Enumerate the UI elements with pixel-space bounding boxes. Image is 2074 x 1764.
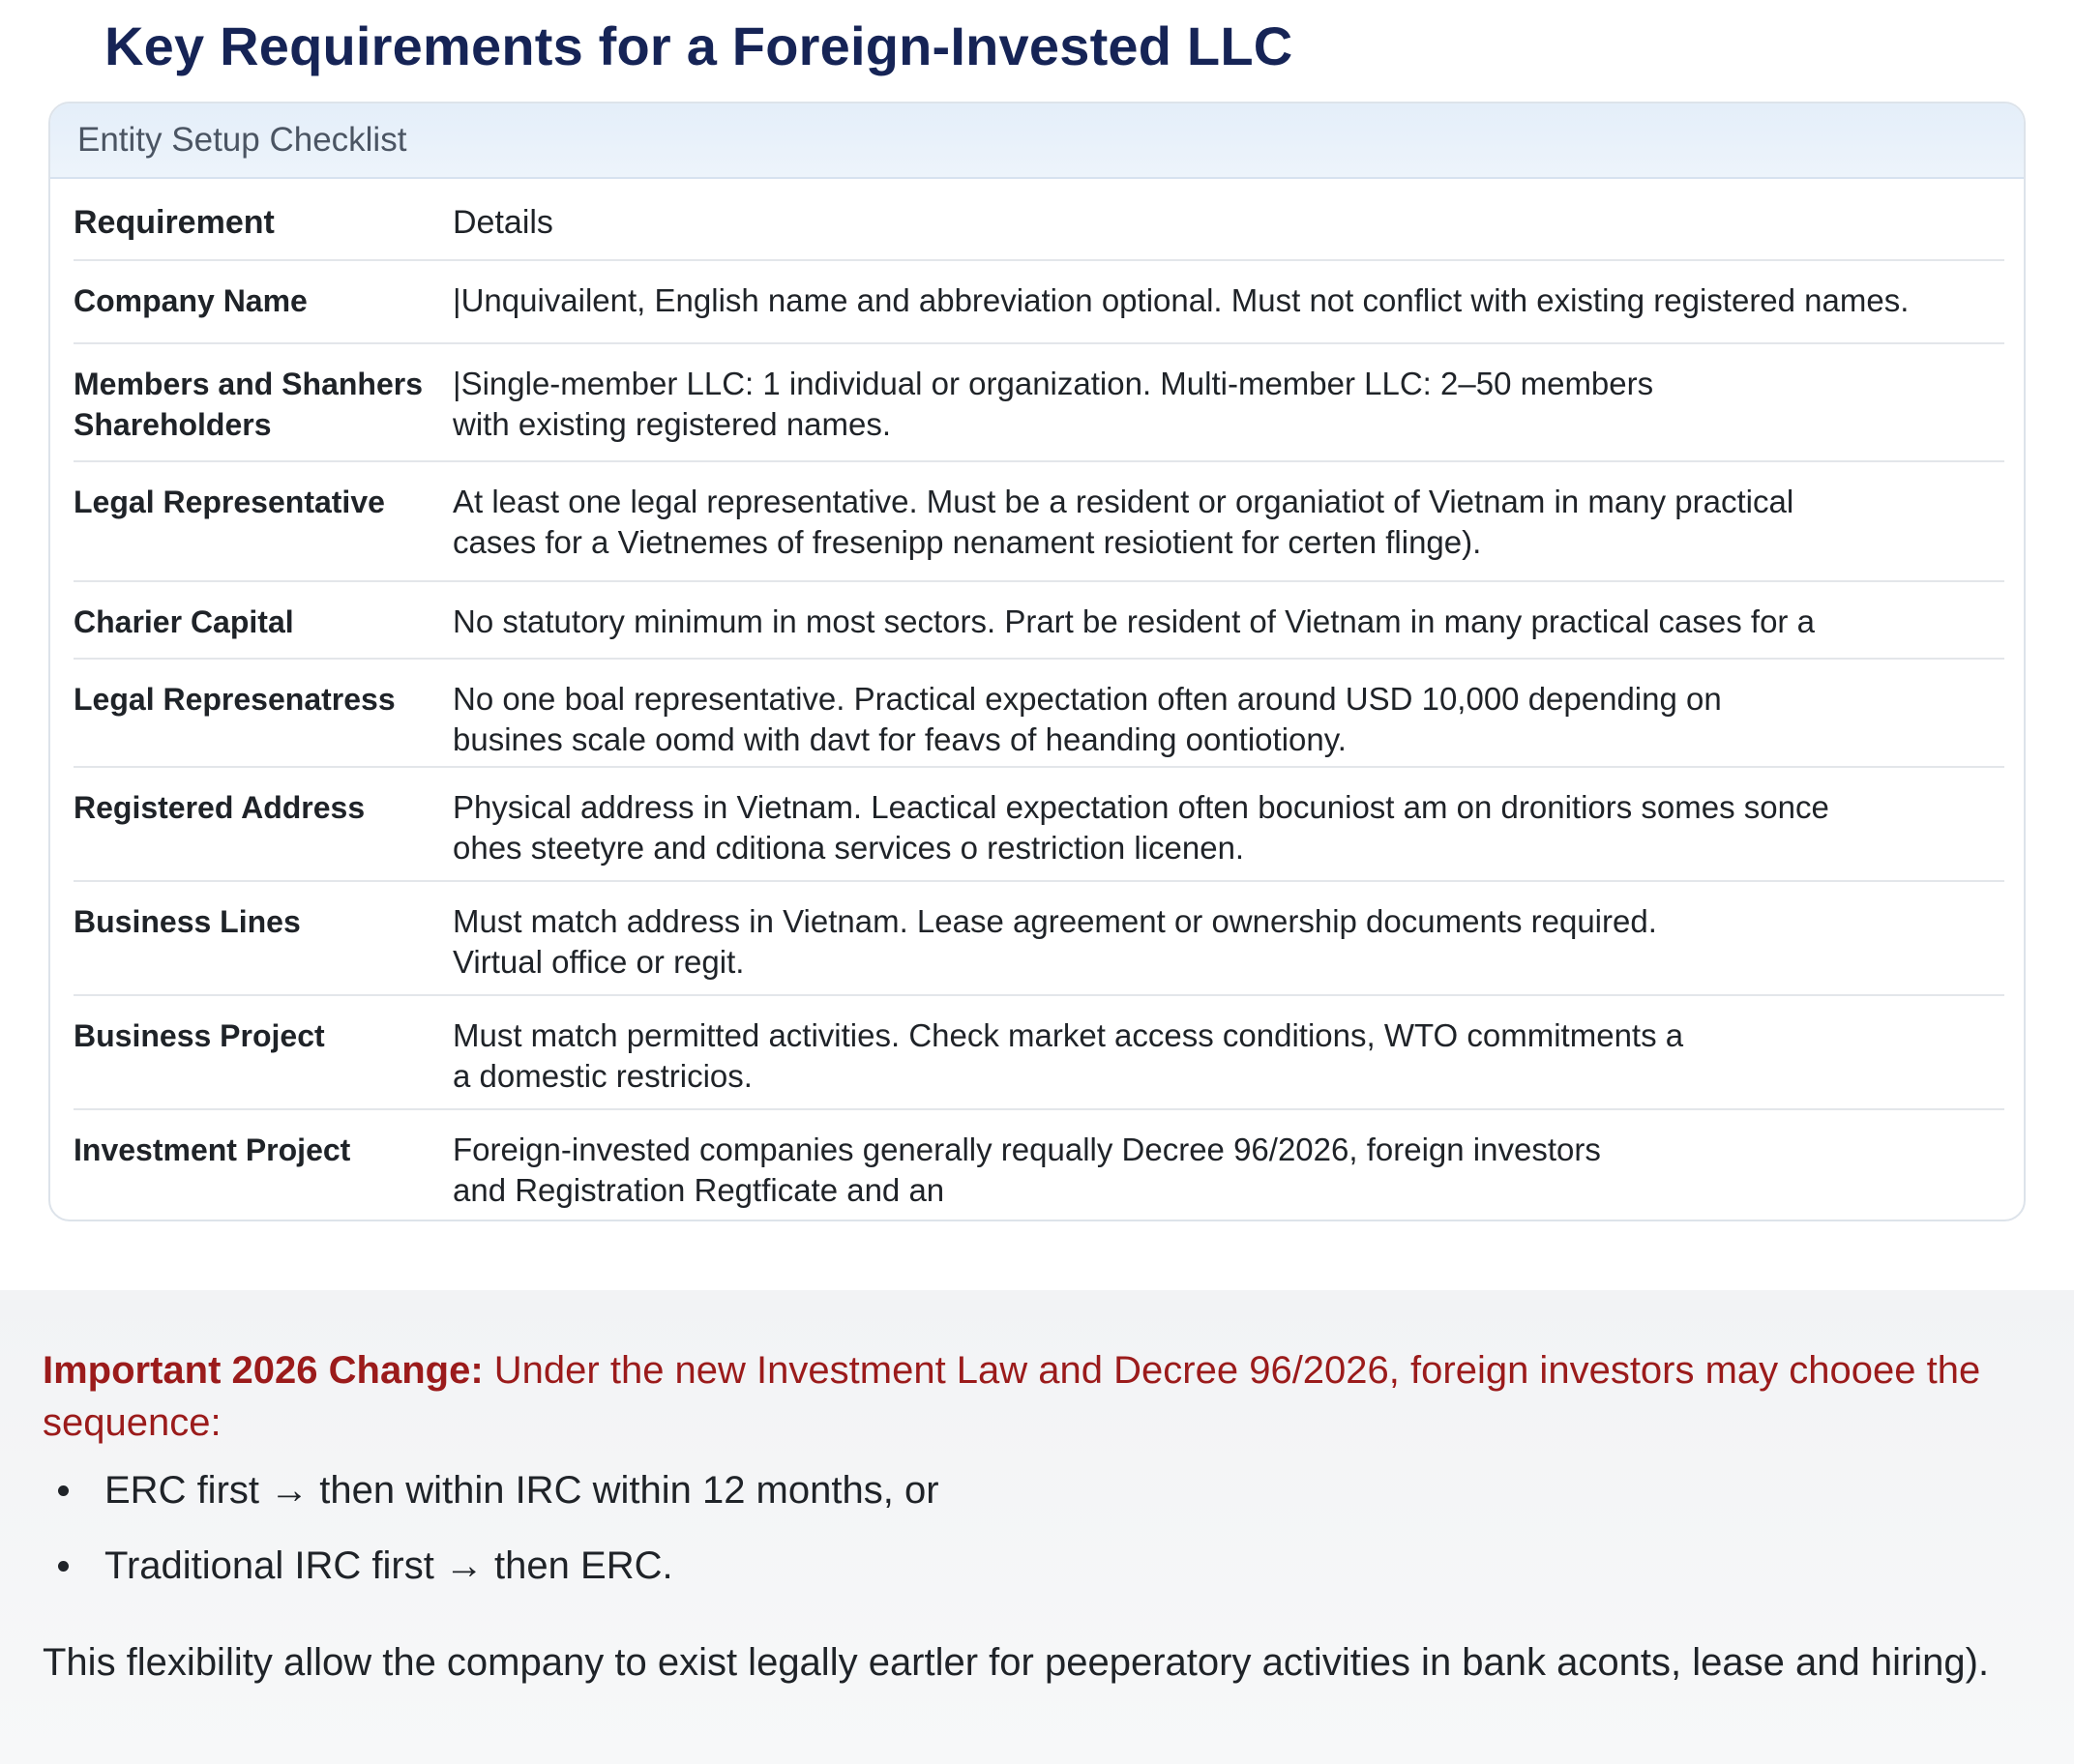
details-line: Foreign-invested companies generally requally Decree 96/2026, foreign investors (453, 1132, 1601, 1167)
entity-setup-checklist-card (48, 102, 2026, 1221)
requirement-cell: Business Lines (74, 904, 301, 939)
requirement-cell: Company Name (74, 283, 308, 318)
requirement-cell: Legal Represenatress (74, 682, 396, 717)
table-header-row (74, 179, 2004, 260)
requirement-cell: Members and Shanhers Shareholders (74, 367, 423, 442)
details-line: |Single-member LLC: 1 individual or organization. Multi-member LLC: 2–50 members (453, 366, 1654, 401)
requirement-cell: Charier Capital (74, 604, 294, 639)
column-header-details: Details (453, 179, 2004, 260)
notice-paragraph (43, 1344, 2035, 1449)
table-row (74, 260, 2004, 343)
details-cell (453, 1110, 2004, 1211)
details-line: with existing registered names. (453, 406, 892, 442)
table-row (74, 581, 2004, 659)
table-row (74, 767, 2004, 881)
important-change-notice (0, 1290, 2074, 1764)
closing-paragraph: This flexibility allow the company to exist legally eartler for peeperatory activities in bank aconts, lease and hiring). (43, 1641, 1990, 1684)
details-line: Must match permitted activities. Check market access conditions, WTO commitments a (453, 1017, 1684, 1053)
details-line: No statutory minimum in most sectors. Prart be resident of Vietnam in many practical cases for a (453, 603, 1815, 639)
table-row (74, 659, 2004, 767)
details-line: and Registration Regtficate and an (453, 1172, 945, 1208)
page-title: Key Requirements for a Foreign-Invested LLC (104, 15, 1293, 76)
details-cell (453, 660, 2004, 760)
requirement-cell: Registered Address (74, 790, 366, 825)
details-cell (453, 582, 2004, 642)
notice-text: Under the new Investment Law and Decree 96/2026, foreign investors may chooee the sequence: (43, 1349, 1981, 1444)
list-item: ERC first → then within IRC within 12 months, or (56, 1464, 939, 1516)
requirements-table (74, 179, 2004, 1221)
requirement-cell: Business Project (74, 1018, 325, 1053)
details-line: At least one legal representative. Must be a resident or organiatiot of Vietnam in many practical (453, 484, 1794, 519)
details-cell (453, 344, 2004, 445)
details-cell (453, 462, 2004, 563)
details-cell (453, 882, 2004, 983)
table-row (74, 343, 2004, 461)
list-item: Traditional IRC first → then ERC. (56, 1540, 939, 1592)
details-line: |Unquivailent, English name and abbreviation optional. Must not conflict with existing registered names. (453, 282, 1910, 318)
table-row (74, 461, 2004, 581)
details-line: Virtual office or regit. (453, 944, 745, 980)
details-line: Must match address in Vietnam. Lease agreement or ownership documents required. (453, 903, 1657, 939)
table-row (74, 1109, 2004, 1221)
details-line: busines scale oomd with davt for feavs of heanding oontiotiony. (453, 721, 1347, 757)
details-line: a domestic restricios. (453, 1058, 753, 1094)
table-row (74, 881, 2004, 995)
details-line: Physical address in Vietnam. Leactical expectation often bocuniost am on dronitiors somes sonce (453, 789, 1829, 825)
table-row (74, 995, 2004, 1109)
notice-lead: Important 2026 Change: (43, 1349, 484, 1392)
details-cell (453, 768, 2004, 868)
details-cell (453, 261, 2004, 321)
column-header-requirement: Requirement (74, 179, 453, 260)
sequence-list (56, 1464, 939, 1615)
requirement-cell: Legal Representative (74, 485, 385, 519)
requirement-cell: Investment Project (74, 1132, 351, 1167)
details-line: cases for a Vietnemes of fresenipp nenament resiotient for certen flinge). (453, 524, 1482, 560)
details-line: No one boal representative. Practical expectation often around USD 10,000 depending on (453, 681, 1722, 717)
card-title: Entity Setup Checklist (50, 103, 2024, 179)
details-line: ohes steetyre and cditiona services o restriction licenen. (453, 830, 1245, 866)
details-cell (453, 996, 2004, 1097)
